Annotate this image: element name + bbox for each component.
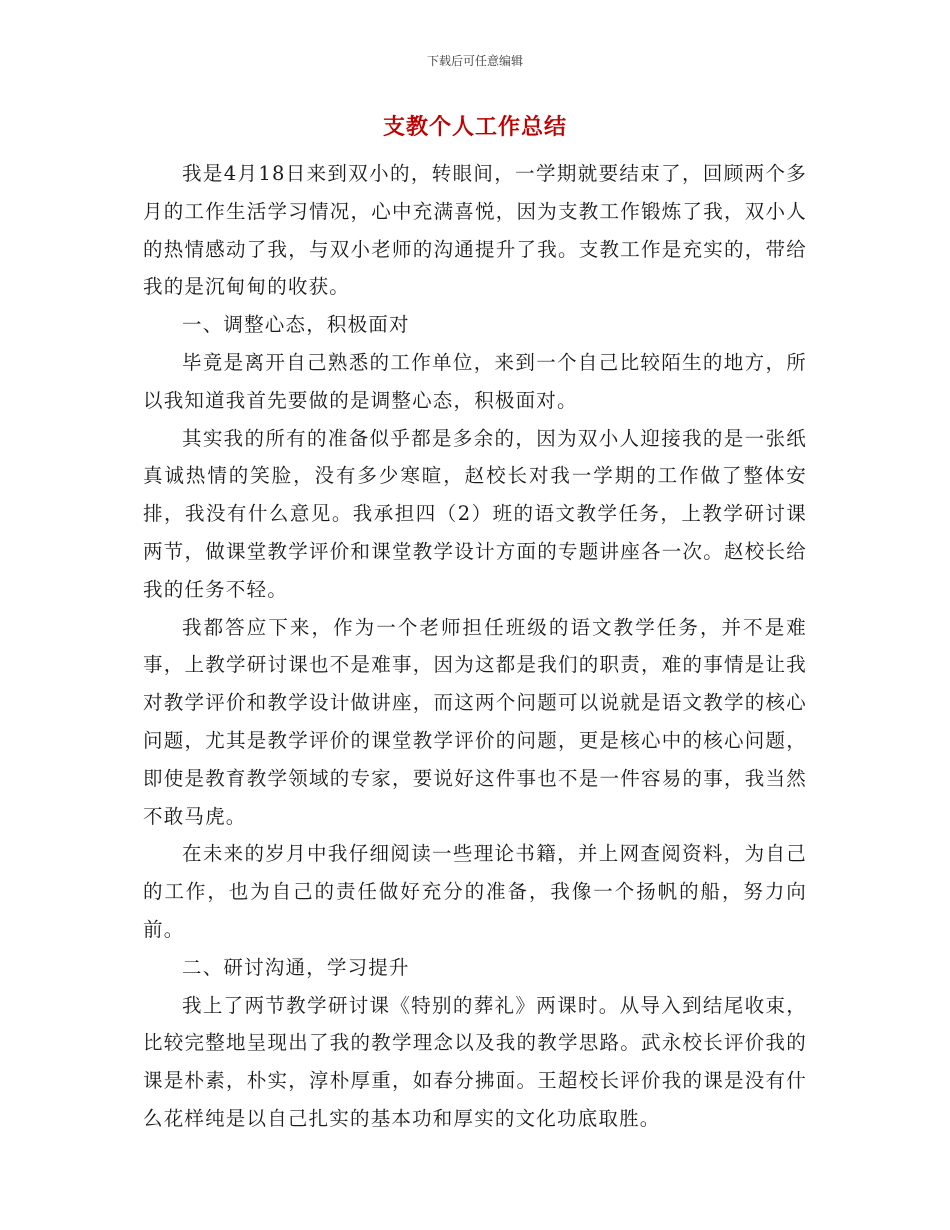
document-body bbox=[143, 155, 807, 1138]
page-title: 支教个人工作总结 bbox=[382, 114, 567, 140]
paragraph-intro: 我是4月18日来到双小的，转眼间，一学期就要结束了，回顾两个多月的工作生活学习情况，心中充满喜悦，因为支教工作锻炼了我，双小人的热情感动了我，与双小老师的沟通提升了我。支教工作是充实的，带给我的是沉甸甸的收获。 bbox=[143, 162, 807, 299]
paragraph: 其实我的所有的准备似乎都是多余的，因为双小人迎接我的是一张纸真诚热情的笑脸，没有多少寒暄，赵校长对我一学期的工作做了整体安排，我没有什么意见。我承担四（2）班的语文教学任务，上教学研讨课两节，做课堂教学评价和课堂教学设计方面的专题讲座各一次。赵校长给我的任务不轻。 bbox=[143, 426, 807, 601]
section-heading-2: 二、研讨沟通，学习提升 bbox=[182, 955, 410, 979]
paragraph: 我上了两节教学研讨课《特别的葬礼》两课时。从导入到结尾收束，比较完整地呈现出了我的教学理念以及我的教学思路。武永校长评价我的课是朴素，朴实，淳朴厚重，如春分拂面。王超校长评价我的课是没有什么花样纯是以自己扎实的基本功和厚实的文化功底取胜。 bbox=[143, 993, 807, 1130]
paragraph: 在未来的岁月中我仔细阅读一些理论书籍，并上网查阅资料，为自己的工作，也为自己的责任做好充分的准备，我像一个扬帆的船，努力向前。 bbox=[143, 842, 807, 941]
section-heading-1: 一、调整心态，积极面对 bbox=[182, 313, 410, 337]
paragraph: 毕竟是离开自己熟悉的工作单位，来到一个自己比较陌生的地方，所以我知道我首先要做的是调整心态，积极面对。 bbox=[143, 350, 807, 412]
page-header-note: 下载后可任意编辑 bbox=[426, 54, 523, 68]
paragraph: 我都答应下来，作为一个老师担任班级的语文教学任务，并不是难事，上教学研讨课也不是难事，因为这都是我们的职责，难的事情是让我对教学评价和教学设计做讲座，而这两个问题可以说就是语文教学的核心问题，尤其是教学评价的课堂教学评价的问题，更是核心中的核心问题，即使是教育教学领域的专家，要说好这件事也不是一件容易的事，我当然不敢马虎。 bbox=[143, 615, 807, 828]
